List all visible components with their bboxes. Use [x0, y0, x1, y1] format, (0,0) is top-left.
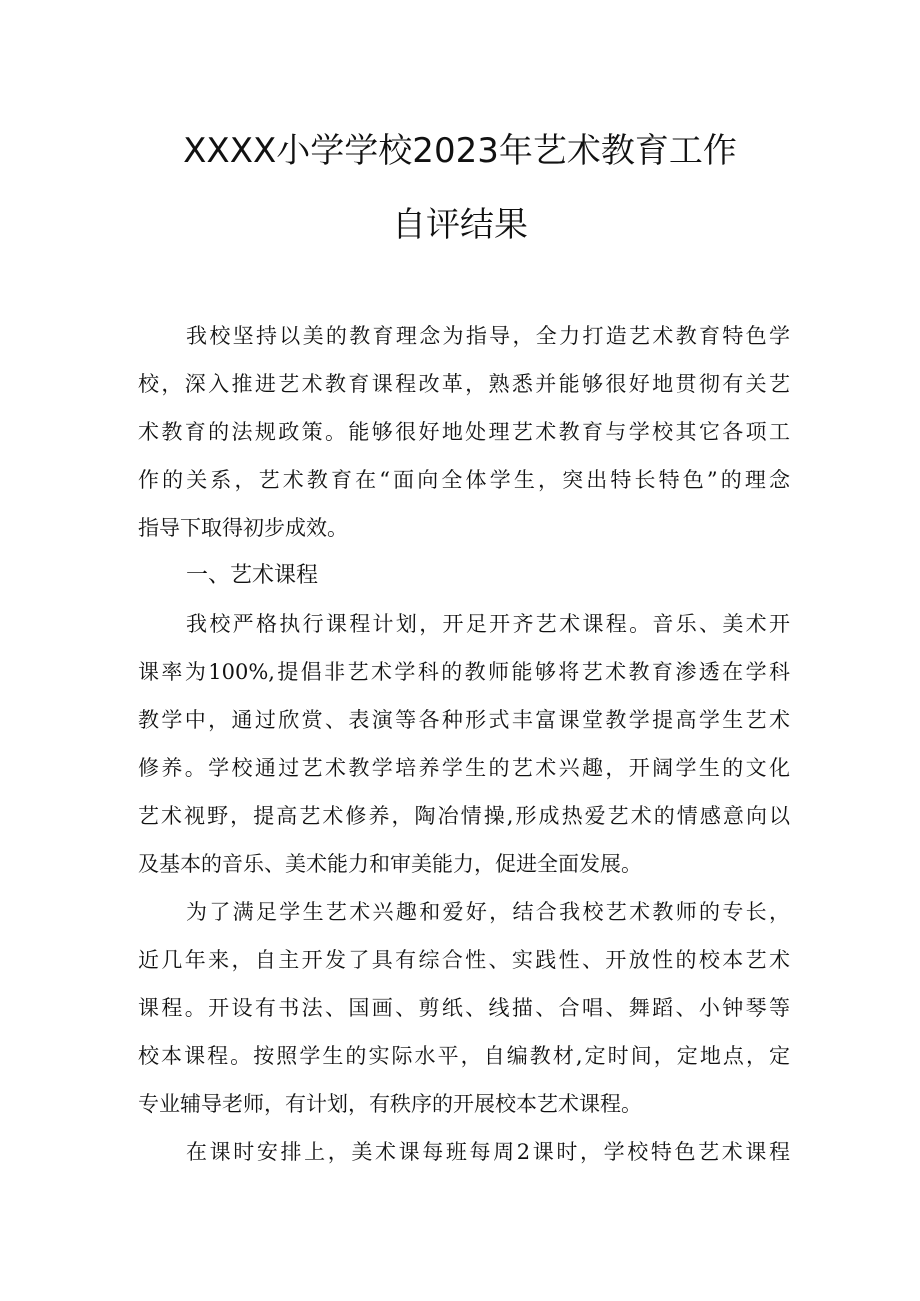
paragraph-line: 近几年来，自主开发了具有综合性、实践性、开放性的校本艺术 [138, 948, 790, 972]
intro-line: 术教育的法规政策。能够很好地处理艺术教育与学校其它各项工 [138, 420, 790, 444]
paragraph-line: 修养。学校通过艺术教学培养学生的艺术兴趣，开阔学生的文化 [138, 756, 790, 780]
paragraph-line: 艺术视野，提高艺术修养，陶冶情操,形成热爱艺术的情感意向以 [138, 804, 790, 828]
paragraph-line: 专业辅导老师，有计划，有秩序的开展校本艺术课程。 [138, 1092, 642, 1116]
paragraph-line: 课程。开设有书法、国画、剪纸、线描、合唱、舞蹈、小钟琴等 [138, 996, 790, 1020]
paragraph-line: 在课时安排上，美术课每班每周2课时，学校特色艺术课程 [186, 1140, 790, 1164]
paragraph-line: 为了满足学生艺术兴趣和爱好，结合我校艺术教师的专长， [186, 900, 790, 924]
document-title-line-2: 自评结果 [392, 205, 528, 245]
paragraph-line: 校本课程。按照学生的实际水平，自编教材,定时间，定地点，定 [138, 1044, 790, 1068]
section-heading: 一、艺术课程 [186, 563, 319, 588]
intro-line: 我校坚持以美的教育理念为指导，全力打造艺术教育特色学 [186, 324, 790, 348]
paragraph-line: 我校严格执行课程计划，开足开齐艺术课程。音乐、美术开 [186, 612, 790, 636]
paragraph-line: 教学中，通过欣赏、表演等各种形式丰富课堂教学提高学生艺术 [138, 708, 790, 732]
paragraph-line: 及基本的音乐、美术能力和审美能力，促进全面发展。 [138, 852, 642, 876]
intro-line: 指导下取得初步成效。 [138, 516, 348, 540]
intro-line: 作的关系，艺术教育在“面向全体学生，突出特长特色”的理念 [138, 468, 790, 492]
paragraph-line: 课率为100%,提倡非艺术学科的教师能够将艺术教育渗透在学科 [138, 660, 790, 684]
document-title-line-1: XXXX小学学校2023年艺术教育工作 [183, 131, 737, 171]
intro-line: 校，深入推进艺术教育课程改革，熟悉并能够很好地贯彻有关艺 [138, 372, 790, 396]
